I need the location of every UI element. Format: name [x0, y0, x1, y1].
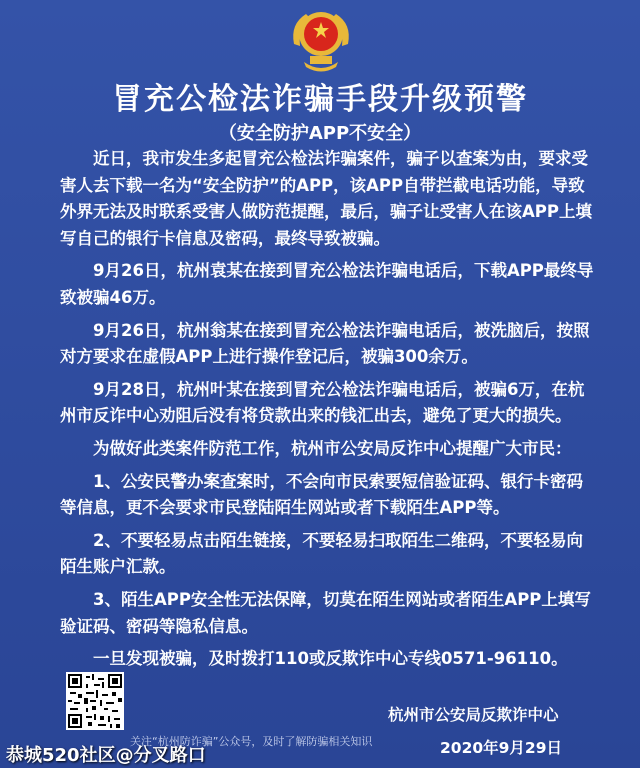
intro-paragraph: 近日，我市发生多起冒充公检法诈骗案件，骗子以查案为由，要求受害人去下载一名为“安全防护”的APP，该APP自带拦截电话功能，导致外界无法及时联系受害人做防范提醒，最后，骗子让受害人在该APP上填写自己的银行卡信息及密码，最终导致被骗。 — [60, 149, 592, 248]
tip-paragraph-1: 1、公安民警办案查案时，不会向市民索要短信验证码、银行卡密码等信息，更不会要求市民登陆陌生网站或者下载陌生APP等。 — [60, 471, 583, 518]
follow-account-note: 关注“杭州防诈骗”公众号，及时了解防骗相关知识 — [130, 735, 373, 748]
police-emblem-icon — [286, 4, 356, 72]
issue-date: 2020年9月29日 — [440, 739, 562, 757]
hotline-paragraph: 一旦发现被骗，及时拨打110或反欺诈中心专线0571-96110。 — [93, 649, 568, 669]
issuer-signature: 杭州市公安局反欺诈中心 — [388, 706, 559, 724]
case-paragraph-2: 9月26日，杭州翁某在接到冒充公检法诈骗电话后，被洗脑后，按照对方要求在虚假APP上进行操作登记后，被骗300余万。 — [60, 320, 590, 367]
page-subtitle: （安全防护APP不安全） — [218, 123, 422, 144]
qr-code-icon[interactable] — [66, 672, 124, 730]
case-paragraph-3: 9月28日，杭州叶某在接到冒充公检法诈骗电话后，被骗6万，在杭州市反诈中心劝阻后没有将贷款出来的钱汇出去，避免了更大的损失。 — [60, 379, 585, 426]
page-title: 冒充公检法诈骗手段升级预警 — [112, 82, 528, 117]
tip-paragraph-3: 3、陌生APP安全性无法保障，切莫在陌生网站或者陌生APP上填写验证码、密码等隐私信息。 — [60, 589, 591, 636]
article-body — [60, 146, 596, 679]
case-paragraph-1: 9月26日，杭州袁某在接到冒充公检法诈骗电话后，下载APP最终导致被骗46万。 — [60, 261, 594, 307]
watermark: 恭城520社区@分叉路口 — [6, 745, 206, 766]
reminder-heading: 为做好此类案件防范工作，杭州市公安局反诈中心提醒广大市民： — [93, 438, 572, 458]
tip-paragraph-2: 2、不要轻易点击陌生链接，不要轻易扫取陌生二维码，不要轻易向陌生账户汇款。 — [60, 530, 583, 577]
